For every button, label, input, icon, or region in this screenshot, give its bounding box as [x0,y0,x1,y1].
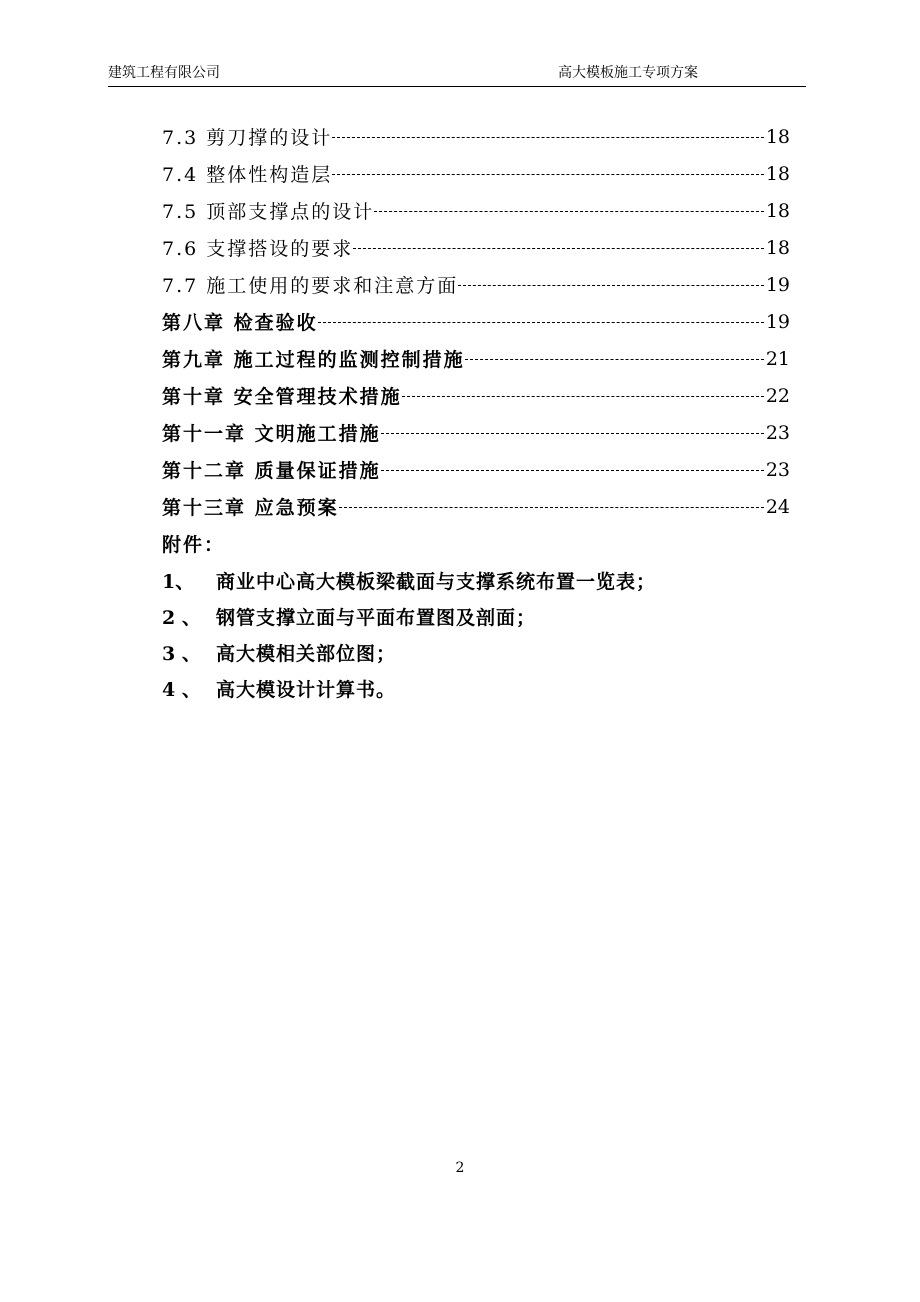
toc-dot-leader [339,507,764,508]
toc-entry[interactable] [162,414,790,451]
attachments-section [162,527,802,708]
toc-entry-page: 23 [765,421,790,444]
page-number: 2 [455,1160,465,1176]
toc-dot-leader [318,322,764,323]
toc-entry-title: 第八章 检查验收 [162,312,318,334]
toc-entry-title: 7.6 支撑搭设的要求 [162,238,354,260]
toc-entry[interactable] [162,303,790,340]
toc-entry[interactable] [162,192,790,229]
attachment-number: 3 、 [162,643,201,665]
attachment-text: 商业中心高大模板梁截面与支撑系统布置一览表； [216,571,657,593]
attachment-item [162,564,802,600]
attachment-item [162,600,802,636]
toc-entry[interactable] [162,266,790,303]
toc-dot-leader [458,285,764,286]
toc-entry-page: 24 [765,495,790,518]
toc-entry-page: 18 [765,199,790,222]
header-company: 建筑工程有限公司 [108,65,220,81]
toc-entry-title: 第十章 安全管理技术措施 [162,386,402,408]
page-header [108,64,806,87]
toc-entry[interactable] [162,451,790,488]
toc-entry-page: 19 [765,273,790,296]
toc-entry-page: 21 [765,347,790,370]
attachment-item [162,636,802,672]
toc-entry-page: 22 [765,384,790,407]
toc-entry[interactable] [162,377,790,414]
attachment-number: 4 、 [162,679,201,701]
header-doc-title: 高大模板施工专项方案 [558,65,698,81]
toc-dot-leader [332,137,764,138]
toc-entry-title: 第九章 施工过程的监测控制措施 [162,349,465,371]
toc-entry-title: 第十一章 文明施工措施 [162,423,381,445]
toc-entry-page: 18 [765,236,790,259]
toc-entry[interactable] [162,340,790,377]
toc-entry-page: 19 [765,310,790,333]
toc-entry-title: 7.7 施工使用的要求和注意方面 [162,275,459,297]
toc-dot-leader [381,470,764,471]
toc-entry-title: 第十三章 应急预案 [162,497,339,519]
toc-entry-title: 第十二章 质量保证措施 [162,460,381,482]
attachments-list [162,564,802,708]
attachment-text: 高大模相关部位图； [216,643,397,665]
toc-dot-leader [332,174,764,175]
toc-entry[interactable] [162,488,790,525]
attachment-number: 1、 [162,571,195,593]
attachment-item [162,672,802,708]
toc-entry[interactable] [162,229,790,266]
toc-entry-title: 7.5 顶部支撑点的设计 [162,201,375,223]
toc-entry-page: 18 [765,162,790,185]
table-of-contents [162,118,790,525]
toc-dot-leader [402,396,764,397]
toc-entry-title: 7.4 整体性构造层 [162,164,333,186]
attachments-heading: 附件： [162,534,226,556]
toc-dot-leader [381,433,764,434]
toc-entry-page: 23 [765,458,790,481]
toc-entry-page: 18 [765,125,790,148]
toc-dot-leader [374,211,764,212]
toc-dot-leader [465,359,764,360]
attachment-text: 钢管支撑立面与平面布置图及剖面； [216,607,537,629]
toc-entry-title: 7.3 剪刀撑的设计 [162,127,333,149]
toc-entry[interactable] [162,155,790,192]
attachment-number: 2 、 [162,607,201,629]
toc-entry[interactable] [162,118,790,155]
toc-dot-leader [353,248,764,249]
attachment-text: 高大模设计计算书。 [216,679,397,701]
